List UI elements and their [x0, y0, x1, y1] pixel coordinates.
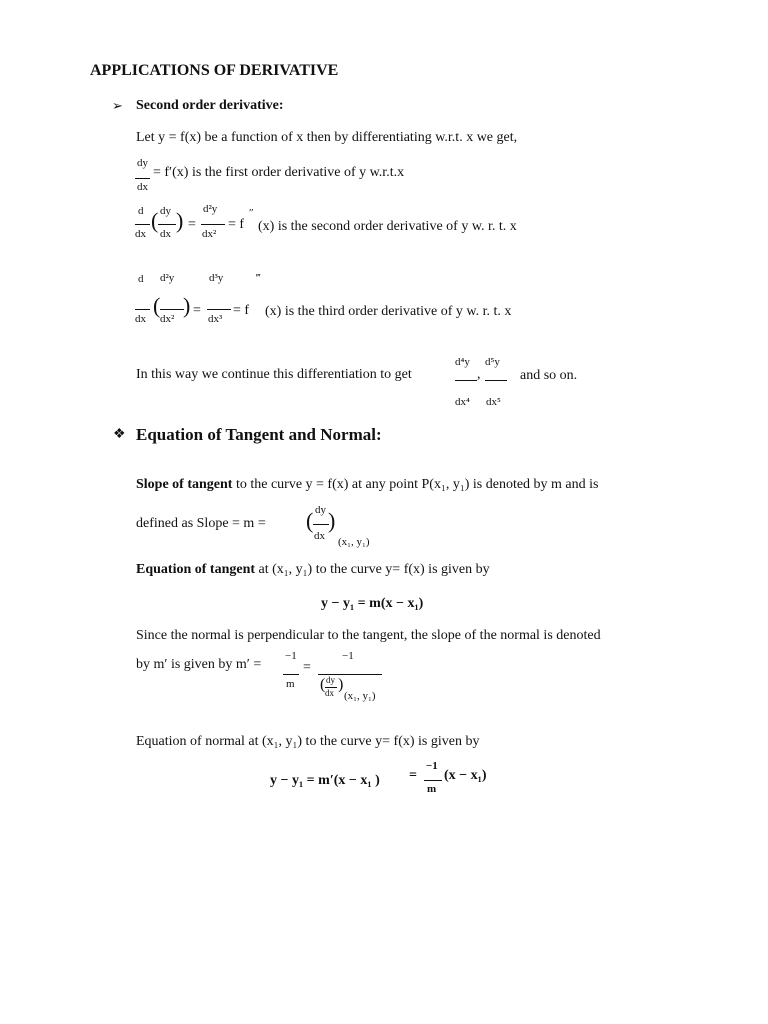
inner-numerator: d²y — [160, 272, 175, 284]
fourth-derivative-numerator: d⁴y — [455, 356, 470, 368]
right-paren: ) — [328, 508, 336, 533]
slope-of-tangent-label: Slope of tangent — [136, 477, 233, 492]
inner-denominator: dx — [160, 228, 171, 240]
inner-denominator: dx² — [160, 313, 175, 325]
equation-of-tangent-label: Equation of tangent — [136, 562, 256, 577]
right-paren: ) — [338, 676, 344, 693]
normal-equation-intro: Equation of normal at (x₁, y₁) to the curve y= f(x) is given by — [136, 734, 480, 749]
right-paren: ) — [183, 293, 191, 318]
equals-sign: = — [193, 303, 201, 318]
f-symbol: = f — [228, 217, 245, 232]
second-derivative-text: (x) is the second order derivative of y w. r. t. x — [258, 219, 517, 234]
page-title: APPLICATIONS OF DERIVATIVE — [90, 62, 339, 79]
dx-operator: dx — [135, 228, 146, 240]
normal-equation-denominator: m — [427, 783, 437, 795]
slope-definition-text: to the curve y = f(x) at any point P(x₁, y₁) is denoted by m and is — [232, 477, 599, 492]
fourth-derivative-denominator: dx⁴ — [455, 396, 470, 408]
slope-numerator: dy — [315, 504, 326, 516]
dx-operator: dx — [135, 313, 146, 325]
left-paren: ( — [306, 508, 314, 533]
third-derivative-text: (x) is the third order derivative of y w. r. t. x — [265, 304, 512, 319]
double-prime: ″ — [249, 207, 254, 219]
slope-subscript-point: (x₁, y₁) — [338, 536, 370, 548]
comma: , — [477, 367, 481, 382]
fifth-derivative-denominator: dx⁵ — [486, 396, 501, 408]
normal-slope-text: by m′ is given by m′ = — [136, 657, 262, 672]
f-symbol: = f — [233, 303, 250, 318]
tangent-equation: y − y₁ = m(x − x₁) — [321, 596, 424, 611]
equals-sign: = — [409, 768, 417, 783]
defined-as-text: defined as Slope = m = — [136, 516, 266, 531]
rhs-denominator: dx³ — [208, 313, 223, 325]
fifth-derivative-numerator: d⁵y — [485, 356, 500, 368]
inner-numerator: dy — [326, 675, 335, 685]
right-paren: ) — [176, 208, 184, 233]
slope-denominator: dx — [314, 530, 325, 542]
rhs-numerator: d³y — [209, 272, 224, 284]
section-heading-second-order: Second order derivative: — [136, 98, 284, 113]
arrow-bullet-icon: ➢ — [112, 98, 123, 113]
diamond-bullet-icon: ❖ — [113, 427, 126, 442]
normal-equation-rhs: (x − x₁) — [444, 768, 487, 783]
normal-numerator: −1 — [285, 650, 297, 662]
normal-equation-lhs: y − y₁ = m′(x − x₁ ) — [270, 773, 380, 788]
normal-perpendicular-line: Since the normal is perpendicular to the tangent, the slope of the normal is denoted — [136, 628, 601, 643]
inner-denominator: dx — [325, 688, 334, 698]
equals-sign: = — [303, 660, 311, 675]
d-operator: d — [138, 205, 144, 217]
fraction-numerator: dy — [137, 157, 148, 169]
slope-definition-line — [136, 477, 598, 493]
rhs-denominator: dx² — [202, 228, 217, 240]
normal-denominator: m — [286, 678, 295, 690]
intro-line: Let y = f(x) be a function of x then by differentiating w.r.t. x we get, — [136, 130, 518, 145]
normal-equation-numerator: −1 — [426, 760, 438, 772]
inner-numerator: dy — [160, 205, 171, 217]
tangent-equation-line — [136, 562, 490, 578]
equals-sign: = — [188, 217, 196, 232]
and-so-on-text: and so on. — [520, 368, 578, 383]
section-heading-tangent-normal: Equation of Tangent and Normal: — [136, 425, 382, 444]
fraction-denominator: dx — [137, 181, 148, 193]
rhs-numerator: d²y — [203, 203, 218, 215]
continue-text: In this way we continue this differentiation to get — [136, 367, 412, 382]
triple-prime: ‴ — [256, 272, 261, 284]
left-paren: ( — [153, 293, 161, 318]
tangent-equation-text: at (x₁, y₁) to the curve y= f(x) is given by — [255, 562, 490, 577]
normal-subscript-point: (x₁, y₁) — [344, 690, 376, 702]
d-operator: d — [138, 273, 144, 285]
left-paren: ( — [320, 676, 326, 693]
normal-numerator-2: −1 — [342, 650, 354, 662]
first-derivative-text: = f′(x) is the first order derivative of y w.r.t.x — [153, 165, 405, 180]
left-paren: ( — [151, 208, 159, 233]
